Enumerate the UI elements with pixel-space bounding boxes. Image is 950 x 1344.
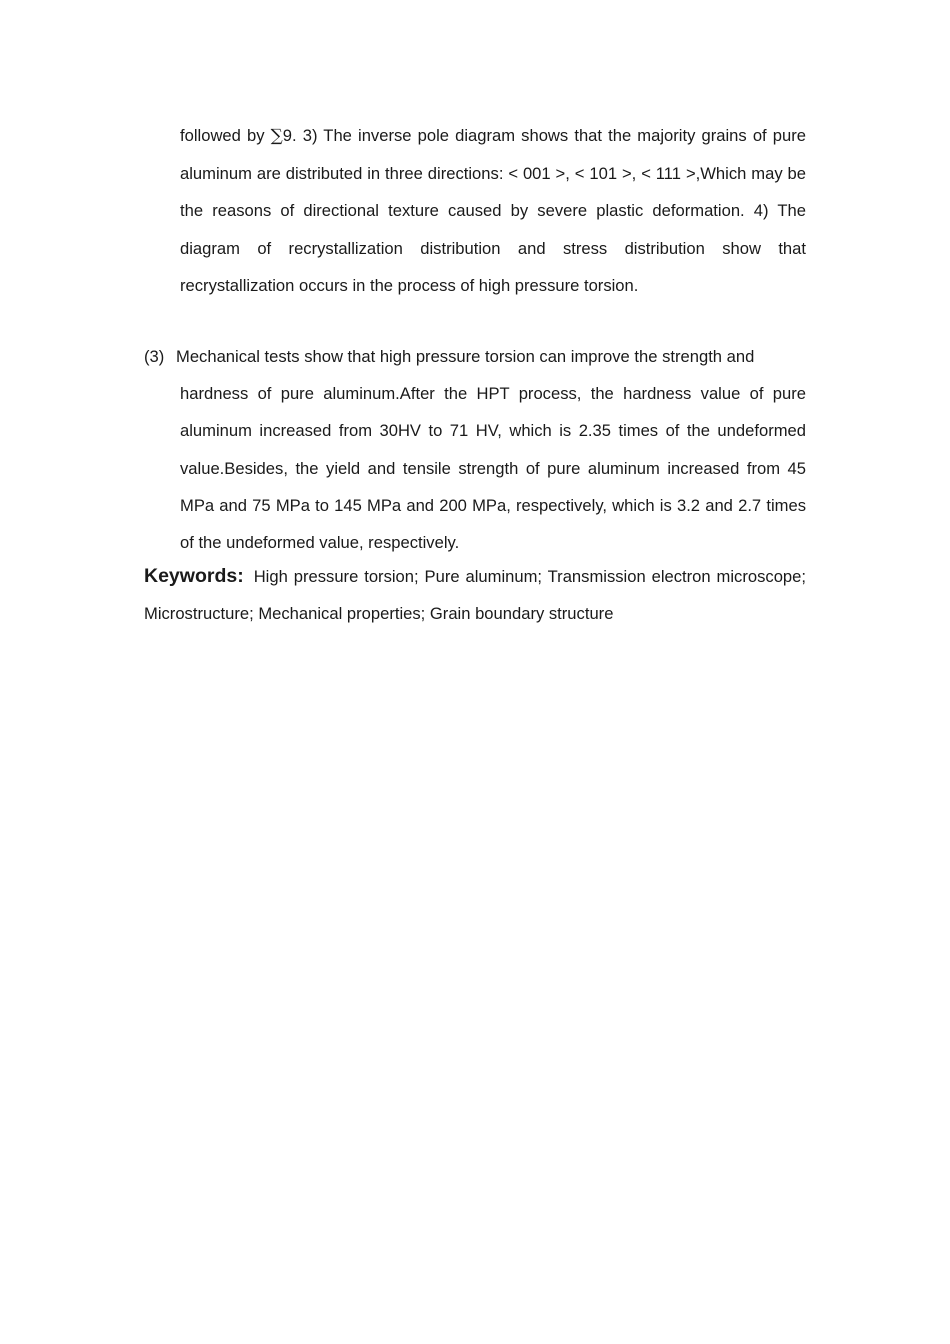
keywords-label: Keywords: [144, 565, 244, 587]
item3-first-text: Mechanical tests show that high pressure torsion can improve the strength and [176, 347, 755, 366]
item3-number: (3) [144, 347, 165, 366]
item3-rest-text: hardness of pure aluminum.After the HPT process, the hardness value of pure aluminum increased from 30HV to 71 HV, which is 2.35 times of the undeformed value.Besides, the yield and tensile strength of pure aluminum increased from 45 MPa and 75 MPa to 145 MPa and 200 MPa, respectively, which is 3.2 and 2.7 times of the undeformed value, respectively. [180, 384, 806, 553]
continued-text-post: 9. 3) The inverse pole diagram shows that the majority grains of pure aluminum are distributed in three directions: < 001 >, < 101 >, < 111 >,Which may be the reasons of directional texture caused by severe plastic deformation. 4) The diagram of recrystallization distribution and stress distribution show that recrystallization occurs in the process of high pressure torsion. [180, 126, 806, 295]
keywords-paragraph [144, 558, 806, 632]
keywords-text: High pressure torsion; Pure aluminum; Transmission electron microscope; Microstructure; Mechanical properties; Grain boundary structure [144, 567, 806, 623]
conclusion-item-3 [144, 338, 806, 561]
item3-first-line [144, 338, 806, 375]
continued-text-pre: followed by [180, 126, 271, 145]
sigma-symbol: ∑ [270, 126, 283, 146]
continued-paragraph [144, 117, 806, 304]
